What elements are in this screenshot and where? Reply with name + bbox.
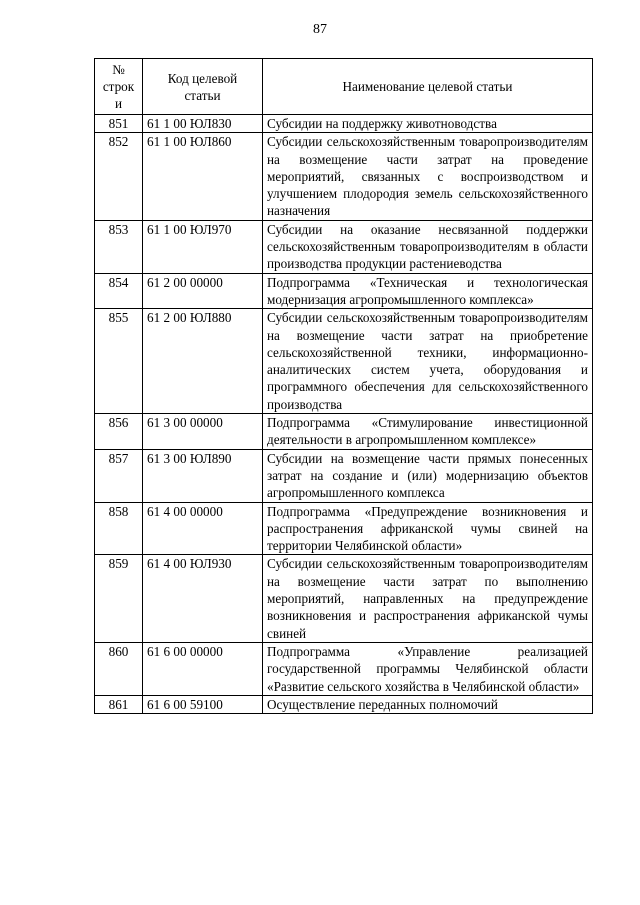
target-name: Осуществление переданных полномочий (263, 695, 593, 713)
row-number: 854 (95, 273, 143, 309)
table-row (95, 309, 593, 414)
header-target-code: Код целевой статьи (143, 59, 263, 115)
table-row (95, 642, 593, 695)
row-number: 856 (95, 414, 143, 450)
target-name: Субсидии на поддержку животноводства (263, 115, 593, 133)
table-row (95, 273, 593, 309)
target-name: Субсидии на оказание несвязанной поддержки сельскохозяйственным товаропроизводителям в области производства продукции растениеводства (263, 220, 593, 273)
target-name: Подпрограмма «Управление реализацией государственной программы Челябинской области «Развитие сельского хозяйства в Челябинской области» (263, 642, 593, 695)
target-code: 61 4 00 00000 (143, 502, 263, 555)
table-row (95, 449, 593, 502)
target-code: 61 1 00 ЮЛ860 (143, 133, 263, 220)
target-code: 61 1 00 ЮЛ970 (143, 220, 263, 273)
header-target-name: Наименование целевой статьи (263, 59, 593, 115)
header-row-number: № строк и (95, 59, 143, 115)
row-number: 857 (95, 449, 143, 502)
target-code: 61 6 00 00000 (143, 642, 263, 695)
target-name: Субсидии сельскохозяйственным товаропроизводителям на возмещение части затрат на приобретение сельскохозяйственной техники, информационно-аналитических систем учета, оборудования и программного обеспечения для сельскохозяйственного производства (263, 309, 593, 414)
table-row (95, 555, 593, 642)
table-row (95, 414, 593, 450)
row-number: 853 (95, 220, 143, 273)
row-number: 858 (95, 502, 143, 555)
target-code: 61 2 00 ЮЛ880 (143, 309, 263, 414)
target-code: 61 3 00 00000 (143, 414, 263, 450)
table-row (95, 695, 593, 713)
target-code: 61 1 00 ЮЛ830 (143, 115, 263, 133)
row-number: 859 (95, 555, 143, 642)
row-number: 851 (95, 115, 143, 133)
row-number: 852 (95, 133, 143, 220)
target-name: Субсидии на возмещение части прямых понесенных затрат на создание и (или) модернизацию объектов агропромышленного комплекса (263, 449, 593, 502)
target-name: Субсидии сельскохозяйственным товаропроизводителям на возмещение части затрат на проведение мероприятий, связанных с воспроизводством и улучшением плодородия земель сельскохозяйственного назначения (263, 133, 593, 220)
page-number: 87 (313, 22, 327, 37)
target-name: Подпрограмма «Техническая и технологическая модернизация агропромышленного комплекса» (263, 273, 593, 309)
table-row (95, 220, 593, 273)
target-articles-table (94, 58, 593, 714)
target-name: Подпрограмма «Стимулирование инвестиционной деятельности в агропромышленном комплексе» (263, 414, 593, 450)
target-code: 61 4 00 ЮЛ930 (143, 555, 263, 642)
target-code: 61 6 00 59100 (143, 695, 263, 713)
row-number: 860 (95, 642, 143, 695)
row-number: 855 (95, 309, 143, 414)
row-number: 861 (95, 695, 143, 713)
table-row (95, 133, 593, 220)
target-name: Субсидии сельскохозяйственным товаропроизводителям на возмещение части затрат по выполнению мероприятий, направленных на предупреждение возникновения и распространения африканской чумы свиней (263, 555, 593, 642)
target-code: 61 2 00 00000 (143, 273, 263, 309)
target-name: Подпрограмма «Предупреждение возникновения и распространения африканской чумы свиней на территории Челябинской области» (263, 502, 593, 555)
table-row (95, 502, 593, 555)
table-row (95, 115, 593, 133)
table-header-row (95, 59, 593, 115)
target-code: 61 3 00 ЮЛ890 (143, 449, 263, 502)
